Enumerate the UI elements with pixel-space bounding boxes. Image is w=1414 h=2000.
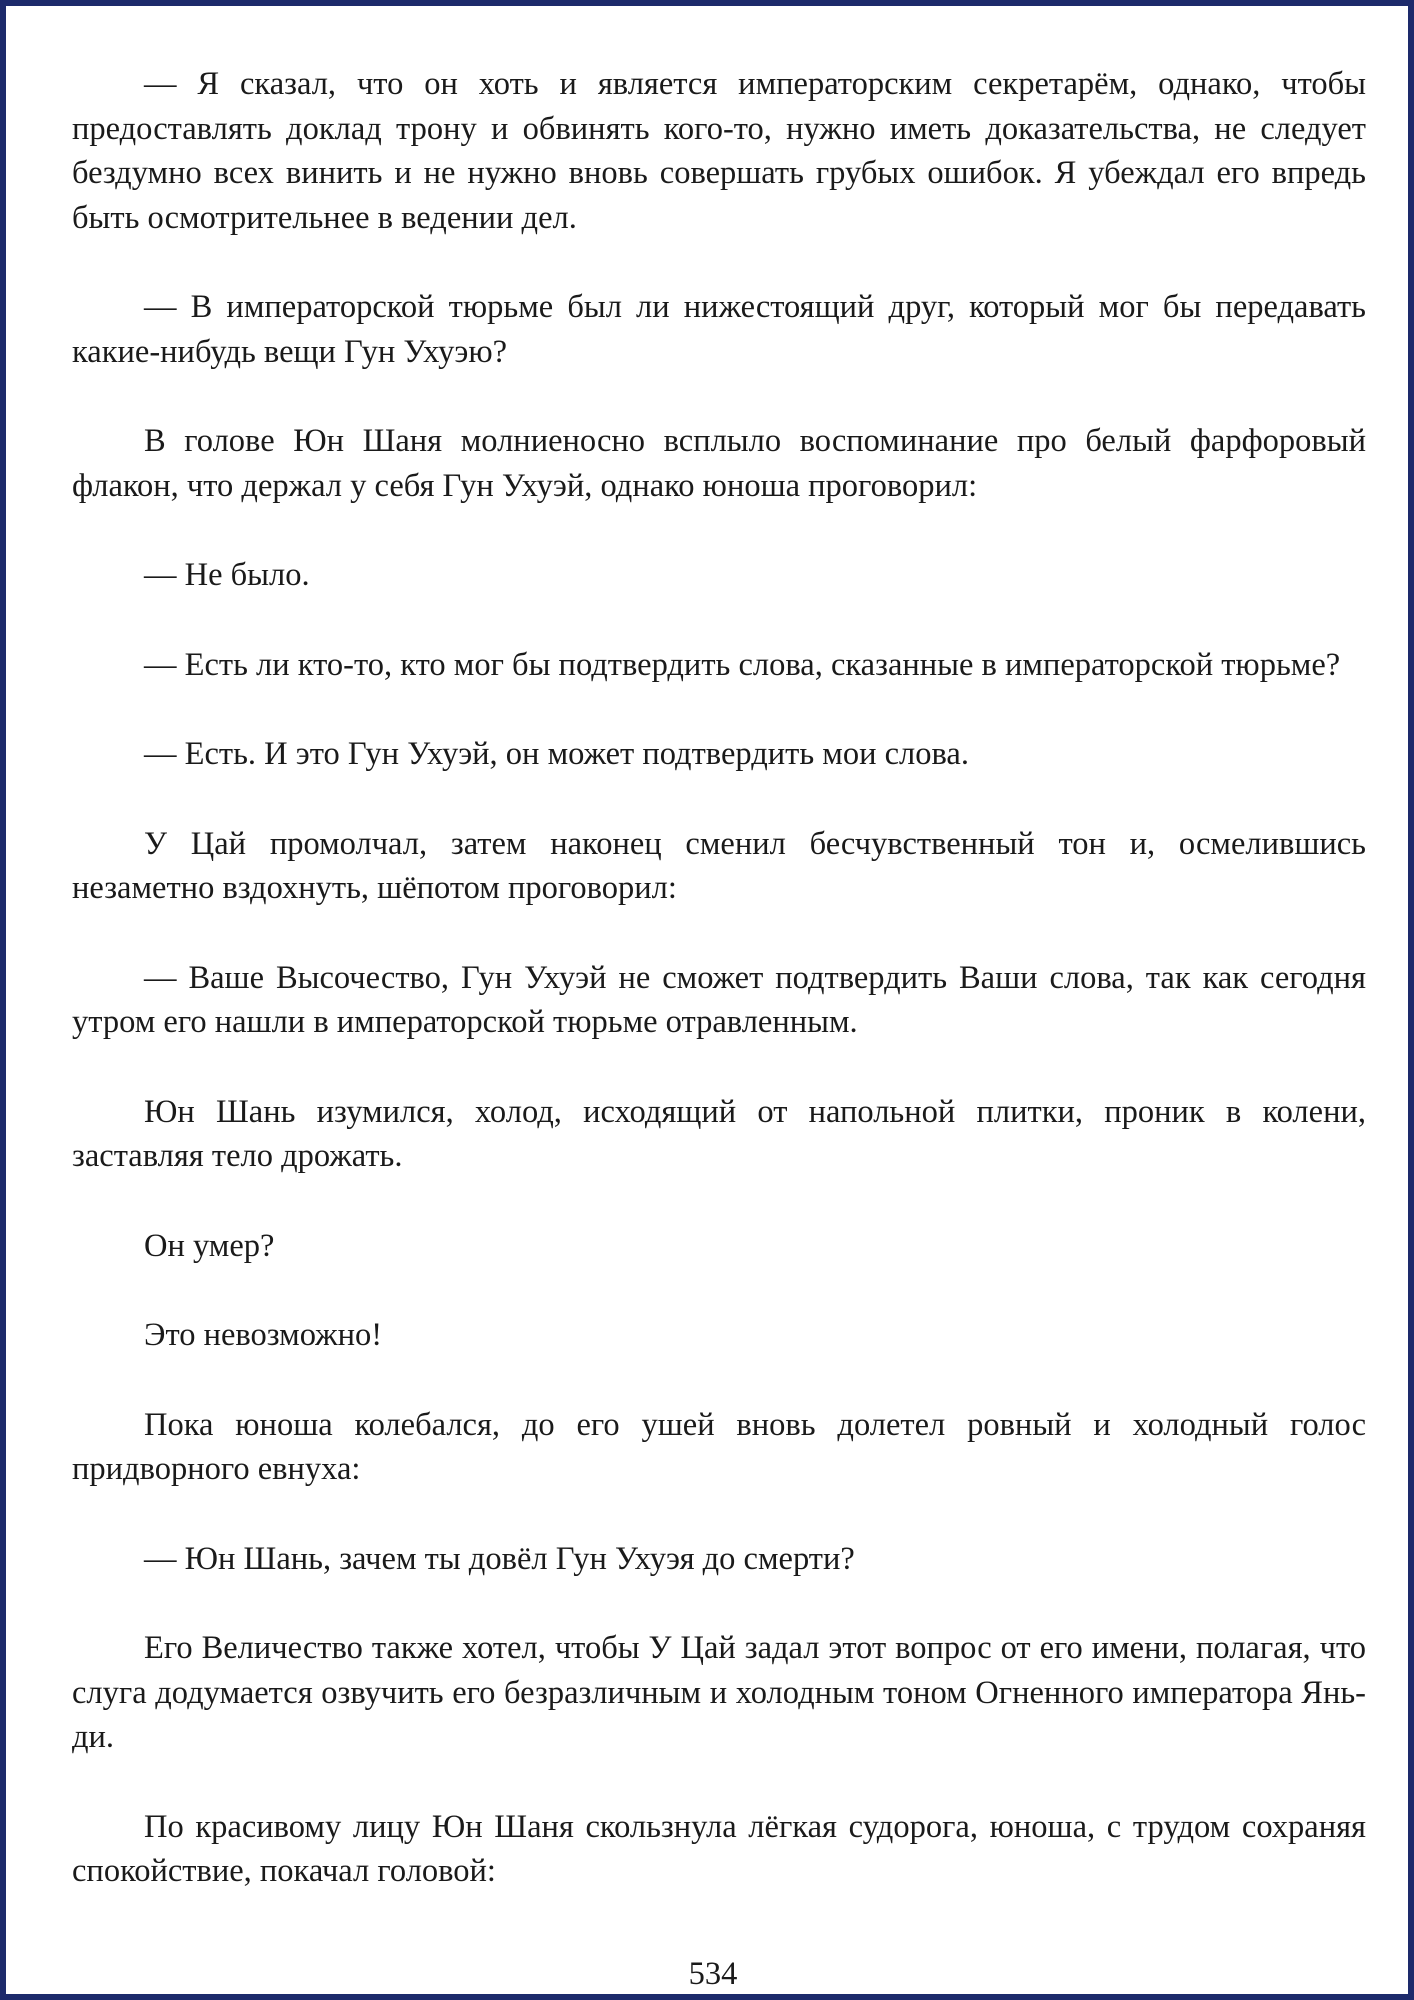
- paragraph: — Есть ли кто-то, кто мог бы подтвердить слова, сказанные в императорской тюрьме?: [144, 646, 1341, 683]
- paragraph: — Юн Шань, зачем ты довёл Гун Ухуэя до смерти?: [144, 1540, 855, 1577]
- paragraph: Юн Шань изумился, холод, исходящий от напольной плитки, проник в колени, заставляя тело дрожать.: [72, 1093, 1366, 1174]
- text-body: [72, 62, 1366, 1894]
- paragraph: Его Величество также хотел, чтобы У Цай задал этот вопрос от его имени, полагая, что слуга додумается озвучить его безразличным и холодным тоном Огненного императора Янь-ди.: [72, 1630, 1366, 1755]
- paragraph: Это невозможно!: [144, 1317, 383, 1353]
- page-number: 534: [688, 1956, 738, 1992]
- paragraph: По красивому лицу Юн Шаня скользнула лёгкая судорога, юноша, с трудом сохраняя спокойствие, покачал головой:: [72, 1808, 1366, 1889]
- paragraph: — Я сказал, что он хоть и является императорским секретарём, однако, чтобы предоставлять доклад трону и обвинять кого-то, нужно иметь доказательства, не следует бездумно всех винить и не нужно вновь совершать грубых ошибок. Я убеждал его впредь быть осмотрительнее в ведении дел.: [72, 66, 1366, 236]
- paragraph: У Цай промолчал, затем наконец сменил бесчувственный тон и, осмелившись незаметно вздохнуть, шёпотом проговорил:: [72, 825, 1366, 906]
- paragraph: В голове Юн Шаня молниеносно всплыло воспоминание про белый фарфоровый флакон, что держал у себя Гун Ухуэй, однако юноша проговорил:: [72, 423, 1366, 504]
- paragraph: — В императорской тюрьме был ли нижестоящий друг, который мог бы передавать какие-нибудь вещи Гун Ухуэю?: [72, 289, 1366, 370]
- paragraph: — Не было.: [144, 557, 310, 593]
- paragraph: Он умер?: [144, 1227, 275, 1264]
- paragraph: — Есть. И это Гун Ухуэй, он может подтвердить мои слова.: [144, 736, 969, 772]
- paragraph: — Ваше Высочество, Гун Ухуэй не сможет подтвердить Ваши слова, так как сегодня утром его нашли в императорской тюрьме отравленным.: [72, 959, 1366, 1040]
- paragraph: Пока юноша колебался, до его ушей вновь долетел ровный и холодный голос придворного евнуха:: [72, 1406, 1366, 1487]
